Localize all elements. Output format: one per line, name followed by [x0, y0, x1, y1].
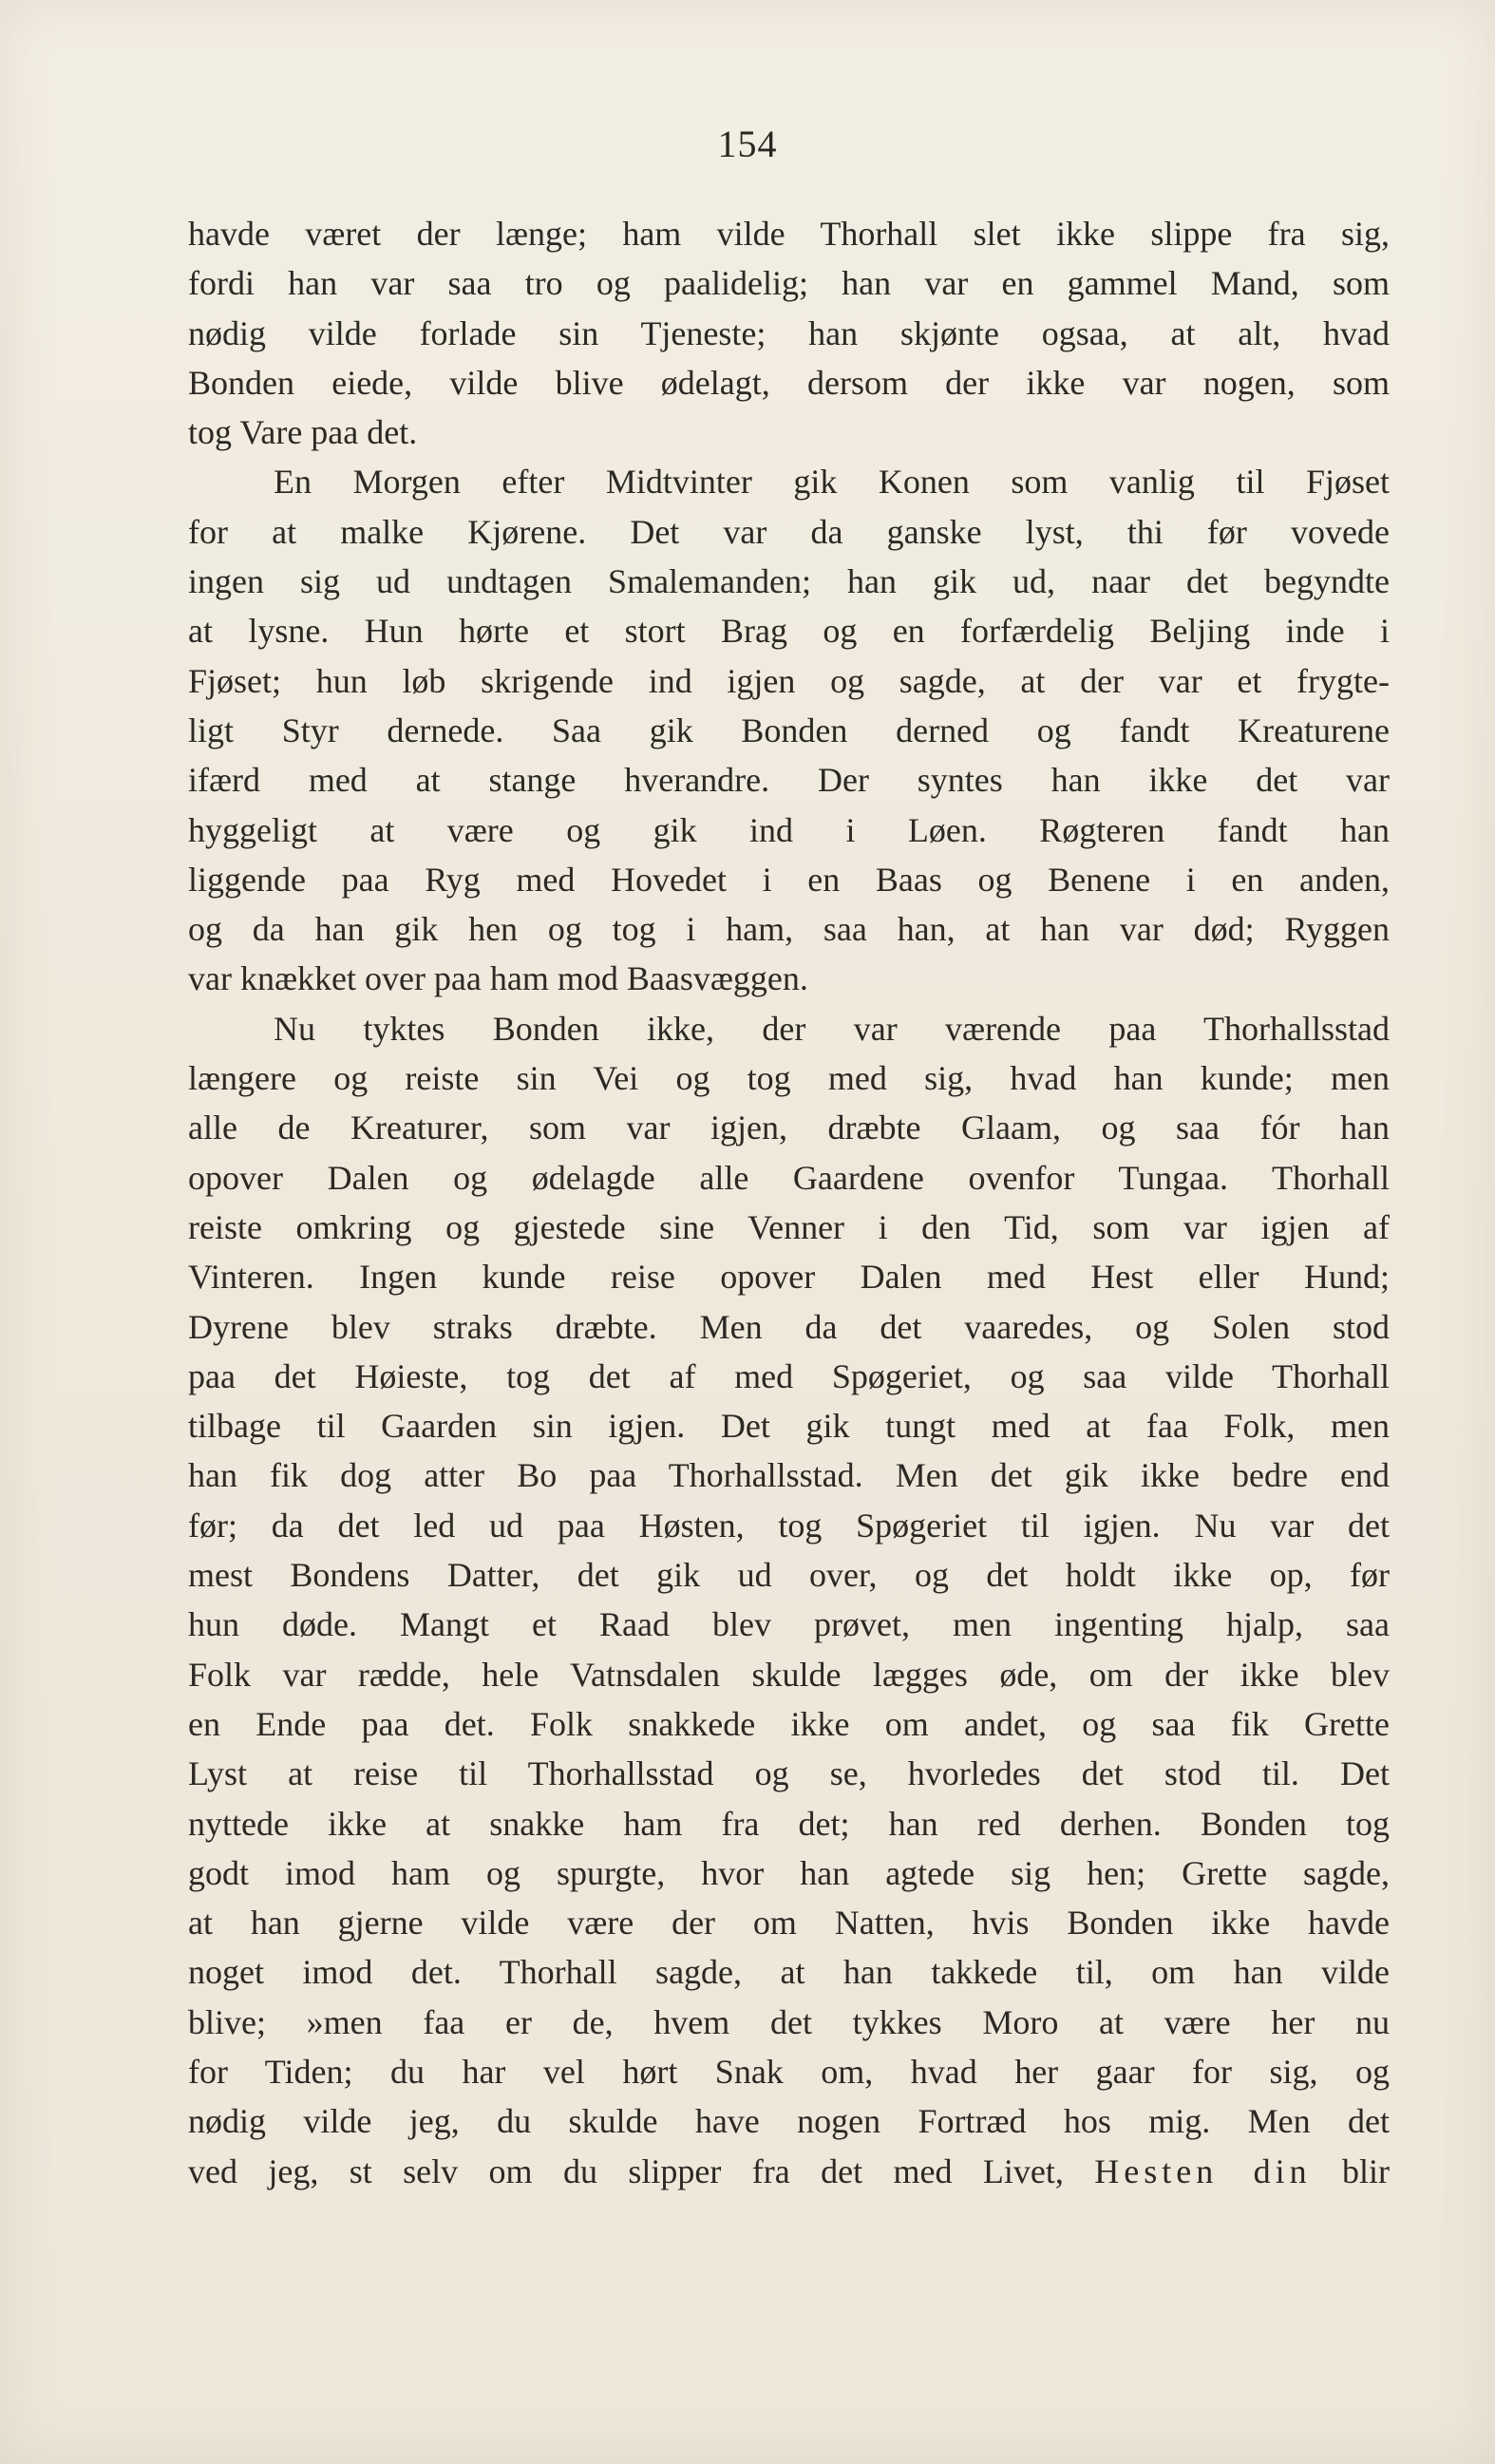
final-line-start: ved jeg, st selv om du slipper fra det med Livet,	[188, 2151, 1064, 2190]
text-line: tilbage til Gaarden sin igjen. Det gik tungt med at faa Folk, men	[188, 1407, 1390, 1446]
text-line: for Tiden; du har vel hørt Snak om, hvad her gaar for sig, og	[188, 2052, 1390, 2091]
text-line: godt imod ham og spurgte, hvor han agtede sig hen; Grette sagde,	[188, 1853, 1390, 1892]
text-line: alle de Kreaturer, som var igjen, dræbte Glaam, og saa fór han	[188, 1109, 1390, 1147]
text-line: paa det Høieste, tog det af med Spøgeriet, og saa vilde Thorhall	[188, 1356, 1390, 1395]
page-number: 154	[717, 123, 778, 165]
paragraph-start-line: Nu tyktes Bonden ikke, der var værende paa Thorhallsstad	[274, 1009, 1390, 1048]
text-line: Folk var rædde, hele Vatnsdalen skulde lægges øde, om der ikke blev	[188, 1655, 1390, 1694]
text-line: han fik dog atter Bo paa Thorhallsstad. Men det gik ikke bedre end	[188, 1456, 1390, 1495]
text-line: at lysne. Hun hørte et stort Brag og en forfærdelig Beljing inde i	[188, 612, 1390, 651]
text-line: at han gjerne vilde være der om Natten, hvis Bonden ikke havde	[188, 1904, 1390, 1943]
text-line: liggende paa Ryg med Hovedet i en Baas og Benene i en anden,	[188, 860, 1390, 899]
text-line: tog Vare paa det.	[188, 413, 418, 452]
spaced-emphasis: Hesten din	[1094, 2151, 1312, 2190]
final-line-end: blir	[1342, 2151, 1391, 2190]
text-line: ingen sig ud undtagen Smalemanden; han gik ud, naar det begyndte	[188, 562, 1390, 601]
text-line: ifærd med at stange hverandre. Der syntes han ikke det var	[188, 761, 1390, 800]
text-line: ligt Styr dernede. Saa gik Bonden derned og fandt Kreaturene	[188, 711, 1390, 749]
text-line: nyttede ikke at snakke ham fra det; han red derhen. Bonden tog	[188, 1804, 1390, 1843]
paragraph-start-line: En Morgen efter Midtvinter gik Konen som vanlig til Fjøset	[274, 463, 1390, 502]
text-line: hun døde. Mangt et Raad blev prøvet, men ingenting hjalp, saa	[188, 1605, 1390, 1644]
text-line: blive; »men faa er de, hvem det tykkes Moro at være her nu	[188, 2002, 1390, 2041]
text-line: Bonden eiede, vilde blive ødelagt, dersom der ikke var nogen, som	[188, 363, 1390, 402]
text-line: reiste omkring og gjestede sine Venner i den Tid, som var igjen af	[188, 1207, 1390, 1246]
text-line: før; da det led ud paa Høsten, tog Spøgeriet til igjen. Nu var det	[188, 1506, 1390, 1545]
text-line: fordi han var saa tro og paalidelig; han var en gammel Mand, som	[188, 264, 1390, 303]
text-line: nødig vilde jeg, du skulde have nogen Fortræd hos mig. Men det	[188, 2102, 1390, 2141]
text-line: en Ende paa det. Folk snakkede ikke om andet, og saa fik Grette	[188, 1704, 1390, 1743]
text-line: nødig vilde forlade sin Tjeneste; han skjønte ogsaa, at alt, hvad	[188, 313, 1390, 352]
text-line: og da han gik hen og tog i ham, saa han, at han var død; Ryggen	[188, 910, 1390, 949]
text-line: længere og reiste sin Vei og tog med sig, hvad han kunde; men	[188, 1059, 1390, 1098]
text-line: Dyrene blev straks dræbte. Men da det vaaredes, og Solen stod	[188, 1307, 1390, 1346]
text-line: opover Dalen og ødelagde alle Gaardene ovenfor Tungaa. Thorhall	[188, 1158, 1390, 1197]
body-text	[188, 209, 1390, 2196]
text-line: havde været der længe; ham vilde Thorhall slet ikke slippe fra sig,	[188, 215, 1390, 253]
final-text-line	[188, 2147, 1390, 2196]
text-line: noget imod det. Thorhall sagde, at han takkede til, om han vilde	[188, 1953, 1390, 1992]
text-line: for at malke Kjørene. Det var da ganske lyst, thi før vovede	[188, 512, 1390, 551]
text-line: var knækket over paa ham mod Baasvæggen.	[188, 959, 808, 998]
text-line: hyggeligt at være og gik ind i Løen. Røgteren fandt han	[188, 810, 1390, 849]
text-line: mest Bondens Datter, det gik ud over, og det holdt ikke op, før	[188, 1556, 1390, 1595]
text-line: Lyst at reise til Thorhallsstad og se, hvorledes det stod til. Det	[188, 1754, 1390, 1793]
text-line: Vinteren. Ingen kunde reise opover Dalen med Hest eller Hund;	[188, 1258, 1390, 1297]
text-line: Fjøset; hun løb skrigende ind igjen og sagde, at der var et frygte-	[188, 661, 1390, 700]
